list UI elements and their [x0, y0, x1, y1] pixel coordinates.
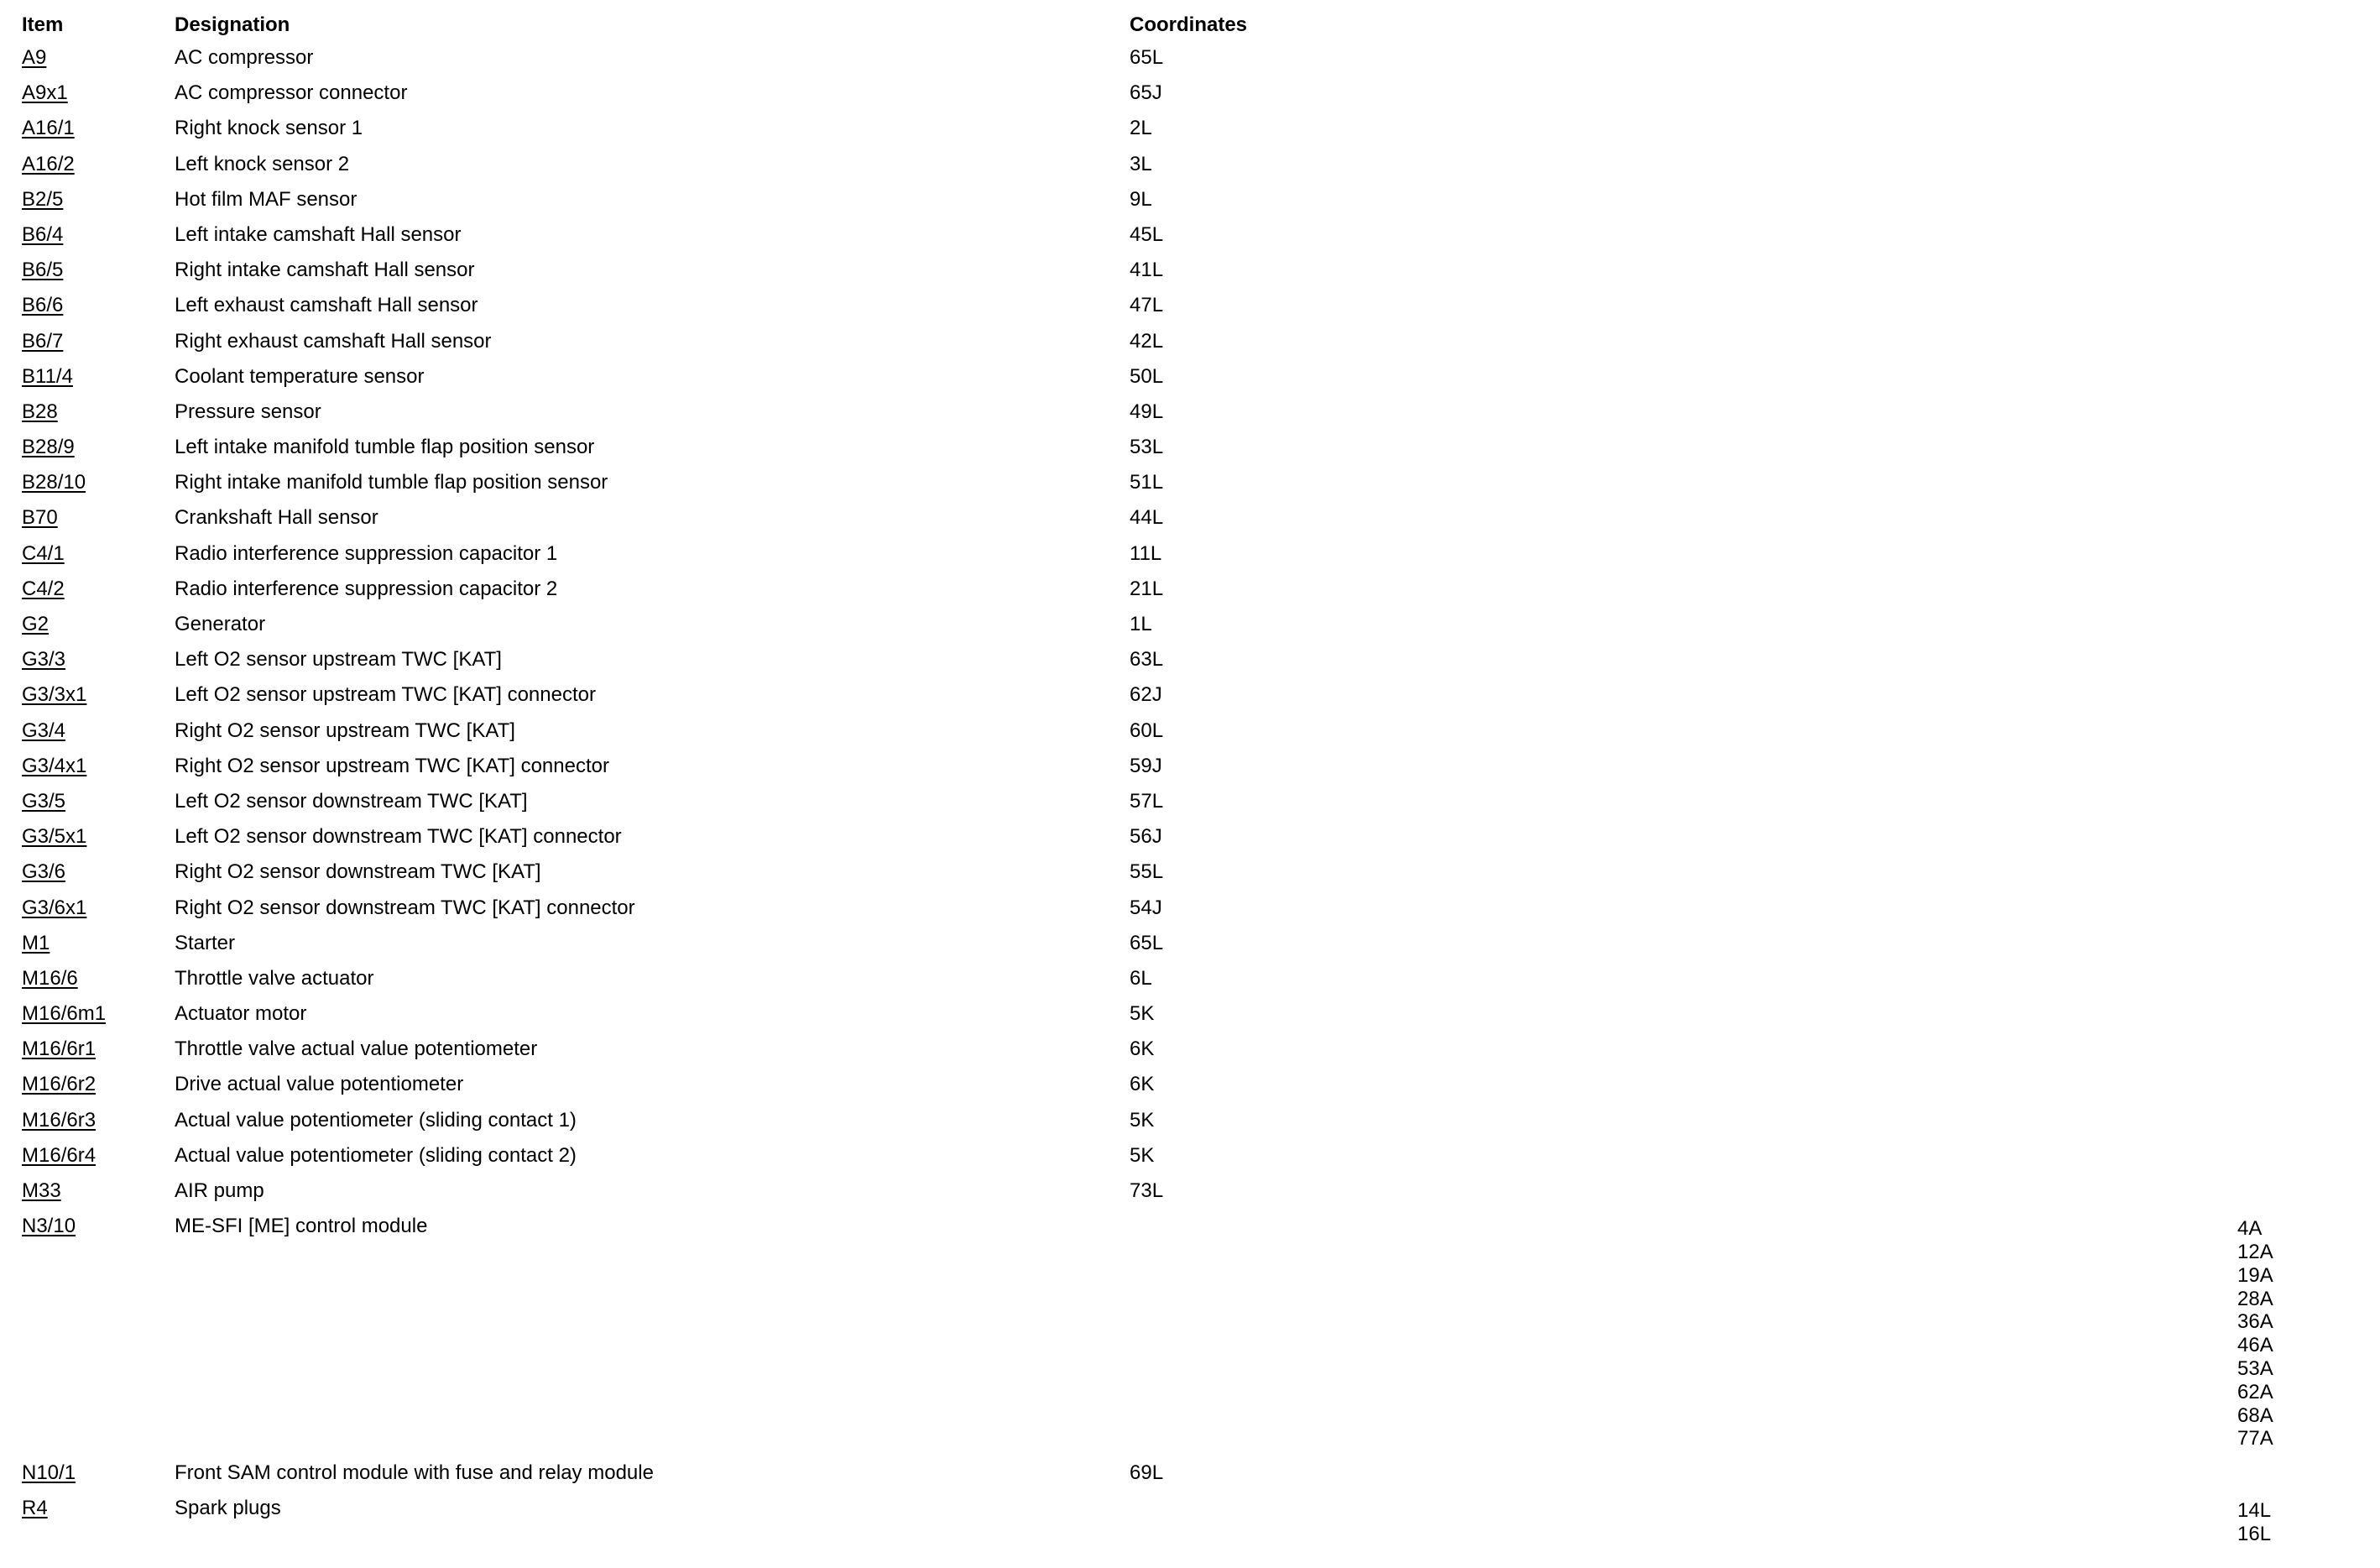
table-row [22, 749, 1272, 784]
coordinates-cell: 60L [1130, 719, 1164, 742]
item-link[interactable]: G3/6x1 [22, 896, 87, 919]
item-link[interactable]: M16/6r1 [22, 1037, 97, 1061]
designation-text: Radio interference suppression capacitor 2 [175, 577, 558, 600]
designation-text: Throttle valve actuator [175, 966, 374, 990]
coordinates-cell: 62J [1130, 683, 1162, 707]
item-link[interactable]: B28/9 [22, 436, 75, 459]
table-row [22, 607, 1272, 642]
coordinates-cell [2237, 1209, 2380, 1456]
coordinate-value: 68A [2237, 1403, 2273, 1427]
table-row [22, 465, 1272, 500]
coordinates-cell: 45L [1130, 222, 1164, 246]
coordinate-value: 62A [2237, 1380, 2273, 1403]
coordinate-value: 14L [2237, 1499, 2272, 1523]
item-link[interactable]: B6/5 [22, 259, 64, 282]
table-row [22, 1032, 1272, 1067]
item-link[interactable]: M16/6r3 [22, 1108, 97, 1132]
table-header [22, 10, 1272, 40]
designation-text: Actuator motor [175, 1002, 307, 1026]
table-row [22, 359, 1272, 395]
coordinate-value: 16L [2237, 1523, 2272, 1546]
table-row [22, 500, 1272, 536]
item-link[interactable]: G2 [22, 613, 50, 635]
coordinates-cell: 2L [1130, 117, 1152, 140]
item-link[interactable]: N10/1 [22, 1461, 76, 1485]
table-row [22, 324, 1272, 359]
item-link[interactable]: G3/3 [22, 648, 66, 672]
designation-text: Pressure sensor [175, 400, 321, 423]
designation-text: AC compressor [175, 46, 314, 69]
header-coordinates: Coordinates [1130, 13, 1248, 36]
designation-text: Left knock sensor 2 [175, 152, 350, 175]
item-link[interactable]: B2/5 [22, 187, 64, 211]
designation-text: Hot film MAF sensor [175, 187, 358, 211]
coordinates-cell [2237, 1491, 2380, 1551]
table-row [22, 1067, 1272, 1102]
designation-text: Left O2 sensor downstream TWC [KAT] connector [175, 825, 622, 849]
item-link[interactable]: G3/4x1 [22, 754, 87, 777]
table-row [22, 76, 1272, 111]
designation-text: Right knock sensor 1 [175, 117, 363, 140]
item-link[interactable]: M16/6m1 [22, 1002, 107, 1026]
designation-text: Actual value potentiometer (sliding contact 1) [175, 1108, 577, 1132]
table-row [22, 182, 1272, 217]
item-link[interactable]: B70 [22, 506, 58, 530]
coordinates-cell: 65L [1130, 46, 1164, 69]
table-row [22, 1456, 1272, 1491]
designation-text: Right O2 sensor upstream TWC [KAT] connector [175, 754, 609, 777]
item-link[interactable]: G3/3x1 [22, 683, 87, 707]
item-link[interactable]: G3/6 [22, 860, 66, 884]
coordinates-cell: 1L [1130, 613, 1152, 635]
table-row [22, 819, 1272, 855]
item-link[interactable]: M16/6r4 [22, 1143, 97, 1167]
item-link[interactable]: M1 [22, 931, 50, 954]
table-row [22, 961, 1272, 996]
table-body [22, 40, 2273, 1551]
coordinate-value: 28A [2237, 1287, 2273, 1310]
designation-text: Right O2 sensor downstream TWC [KAT] connector [175, 896, 635, 919]
table-row [22, 536, 1272, 572]
coordinates-cell: 73L [1130, 1179, 1164, 1202]
coordinates-cell: 6K [1130, 1037, 1155, 1061]
coordinates-cell: 11L [1130, 541, 1162, 565]
item-link[interactable]: A9x1 [22, 81, 68, 105]
designation-text: Left intake manifold tumble flap position sensor [175, 436, 595, 459]
designation-text: Coolant temperature sensor [175, 364, 425, 388]
designation-text: ME-SFI [ME] control module [175, 1215, 428, 1238]
table-row [22, 217, 1272, 253]
item-link[interactable]: G3/5x1 [22, 825, 87, 849]
item-link[interactable]: M16/6r2 [22, 1073, 97, 1096]
coordinates-cell: 5K [1130, 1108, 1155, 1132]
coordinates-cell: 69L [1130, 1461, 1164, 1485]
item-link[interactable]: C4/2 [22, 577, 65, 600]
coordinate-value: 36A [2237, 1310, 2273, 1334]
table-row [22, 713, 1272, 749]
item-link[interactable]: A16/1 [22, 117, 75, 140]
designation-text: AC compressor connector [175, 81, 408, 105]
coordinate-value: 77A [2237, 1427, 2273, 1450]
table-row [22, 677, 1272, 713]
coordinates-cell: 50L [1130, 364, 1164, 388]
designation-text: Right O2 sensor downstream TWC [KAT] [175, 860, 541, 884]
item-link[interactable]: B6/6 [22, 294, 64, 317]
item-link[interactable]: B6/4 [22, 222, 64, 246]
coordinate-value: 46A [2237, 1334, 2273, 1357]
designation-text: Generator [175, 613, 266, 635]
designation-text: Left O2 sensor upstream TWC [KAT] [175, 648, 502, 672]
coordinates-cell: 59J [1130, 754, 1162, 777]
coordinates-cell: 9L [1130, 187, 1152, 211]
table-row [22, 572, 1272, 607]
item-link[interactable]: C4/1 [22, 541, 65, 565]
header-designation: Designation [175, 13, 290, 36]
coordinates-cell: 6L [1130, 966, 1152, 990]
coordinate-value: 19A [2237, 1263, 2273, 1287]
item-link[interactable]: B28 [22, 400, 58, 423]
designation-text: Spark plugs [175, 1497, 281, 1520]
designation-text: Left O2 sensor upstream TWC [KAT] connector [175, 683, 596, 707]
table-row [22, 996, 1272, 1032]
table-row [22, 926, 1272, 961]
item-link[interactable]: B11/4 [22, 364, 73, 388]
item-link[interactable]: N3/10 [22, 1215, 76, 1238]
designation-text: Right intake camshaft Hall sensor [175, 259, 475, 282]
designation-text: Right exhaust camshaft Hall sensor [175, 329, 492, 353]
item-link[interactable]: A16/2 [22, 152, 75, 175]
item-link[interactable]: B6/7 [22, 329, 64, 353]
coordinates-cell: 53L [1130, 436, 1164, 459]
table-row [22, 253, 1272, 288]
coordinates-cell: 49L [1130, 400, 1164, 423]
table-row [22, 1491, 2272, 1551]
item-link[interactable]: G3/4 [22, 719, 66, 742]
coordinates-cell: 65L [1130, 931, 1164, 954]
item-link[interactable]: B28/10 [22, 471, 86, 494]
coordinates-cell: 54J [1130, 896, 1162, 919]
designation-text: Front SAM control module with fuse and relay module [175, 1461, 654, 1485]
coordinate-value: 12A [2237, 1240, 2273, 1263]
coordinates-cell: 57L [1130, 789, 1164, 813]
coordinates-cell: 6K [1130, 1073, 1155, 1096]
table-row [22, 1138, 1272, 1173]
item-link[interactable]: G3/5 [22, 789, 66, 813]
table-row [22, 395, 1272, 430]
table-row [22, 288, 1272, 323]
coordinates-cell: 41L [1130, 259, 1164, 282]
coordinates-cell: 21L [1130, 577, 1164, 600]
designation-text: Actual value potentiometer (sliding contact 2) [175, 1143, 577, 1167]
table-row [22, 430, 1272, 465]
coordinates-cell: 55L [1130, 860, 1164, 884]
table-row [22, 855, 1272, 890]
designation-text: Radio interference suppression capacitor 1 [175, 541, 558, 565]
table-row [22, 1173, 1272, 1209]
coordinates-cell: 47L [1130, 294, 1164, 317]
designation-text: Crankshaft Hall sensor [175, 506, 378, 530]
table-row [22, 1103, 1272, 1138]
table-row [22, 147, 1272, 182]
designation-text: Drive actual value potentiometer [175, 1073, 464, 1096]
coordinates-cell: 5K [1130, 1143, 1155, 1167]
table-row [22, 111, 1272, 146]
coordinates-cell: 3L [1130, 152, 1152, 175]
table-row [22, 1209, 2273, 1456]
coordinate-value: 4A [2237, 1217, 2263, 1241]
table-row [22, 784, 1272, 819]
item-link[interactable]: M16/6 [22, 966, 78, 990]
component-legend-table [22, 10, 2273, 1551]
coordinate-value: 53A [2237, 1356, 2273, 1380]
header-item: Item [22, 13, 64, 36]
designation-text: Left intake camshaft Hall sensor [175, 222, 462, 246]
item-link[interactable]: M33 [22, 1179, 61, 1202]
table-row [22, 642, 1272, 677]
coordinates-cell: 65J [1130, 81, 1162, 105]
coordinates-cell: 56J [1130, 825, 1162, 849]
coordinates-cell: 44L [1130, 506, 1164, 530]
coordinates-cell: 63L [1130, 648, 1164, 672]
item-link[interactable]: R4 [22, 1497, 48, 1520]
table-row [22, 891, 1272, 926]
designation-text: Right intake manifold tumble flap position sensor [175, 471, 608, 494]
item-link[interactable]: A9 [22, 46, 47, 69]
table-row [22, 40, 1272, 76]
coordinates-cell: 42L [1130, 329, 1164, 353]
designation-text: Starter [175, 931, 236, 954]
designation-text: Throttle valve actual value potentiometer [175, 1037, 538, 1061]
coordinates-cell: 51L [1130, 471, 1164, 494]
coordinates-cell: 5K [1130, 1002, 1155, 1026]
designation-text: Left O2 sensor downstream TWC [KAT] [175, 789, 528, 813]
designation-text: Right O2 sensor upstream TWC [KAT] [175, 719, 515, 742]
designation-text: AIR pump [175, 1179, 264, 1202]
designation-text: Left exhaust camshaft Hall sensor [175, 294, 478, 317]
